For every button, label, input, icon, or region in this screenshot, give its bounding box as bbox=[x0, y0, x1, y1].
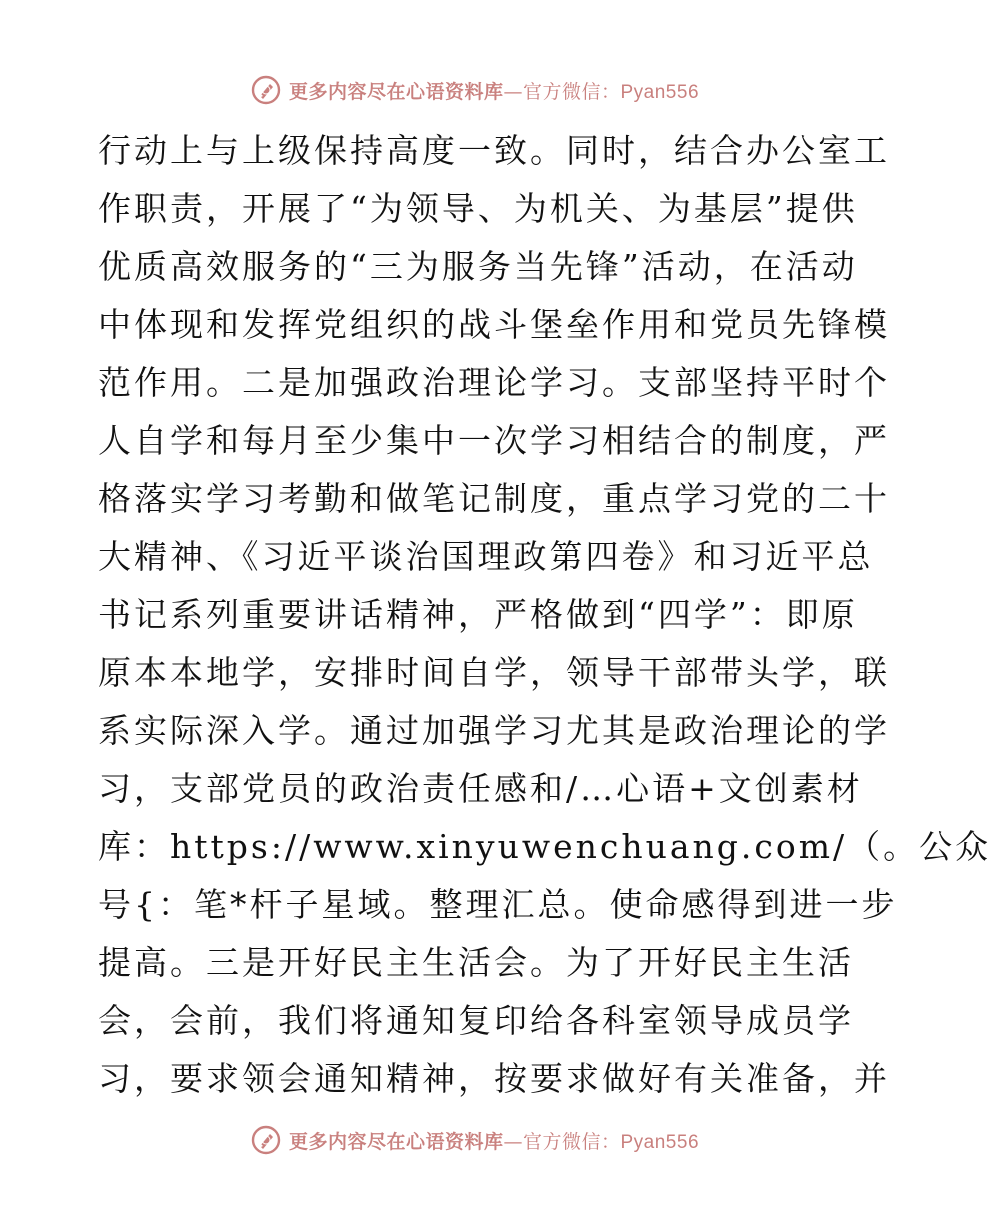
text-line: 提高。三是开好民主生活会。为了开好民主生活 bbox=[98, 943, 854, 982]
watermark-dash: — bbox=[503, 1130, 523, 1153]
watermark-text bbox=[289, 1127, 699, 1154]
watermark-label: 官方微信： bbox=[522, 1130, 621, 1153]
watermark-main-text: 更多内容尽在心语资料库 bbox=[288, 80, 504, 103]
text-line: 作职责，开展了“为领导、为机关、为基层”提供 bbox=[98, 189, 858, 228]
pen-logo-icon bbox=[251, 75, 281, 105]
watermark-main-text: 更多内容尽在心语资料库 bbox=[288, 1130, 504, 1153]
text-line: 范作用。二是加强政治理论学习。支部坚持平时个 bbox=[98, 363, 890, 402]
pen-logo-icon bbox=[251, 1125, 281, 1155]
text-line: 格落实学习考勤和做笔记制度，重点学习党的二十 bbox=[98, 479, 890, 518]
text-line: 行动上与上级保持高度一致。同时，结合办公室工 bbox=[98, 131, 890, 170]
text-line: 习，要求领会通知精神，按要求做好有关准备，并 bbox=[98, 1059, 890, 1098]
text-line: 中体现和发挥党组织的战斗堡垒作用和党员先锋模 bbox=[98, 305, 890, 344]
text-line: 大精神、《习近平谈治国理政第四卷》和习近平总 bbox=[98, 537, 874, 576]
watermark-dash: — bbox=[503, 80, 523, 103]
watermark-label: 官方微信： bbox=[522, 80, 621, 103]
header-watermark bbox=[0, 72, 950, 108]
text-line: 人自学和每月至少集中一次学习相结合的制度，严 bbox=[98, 421, 890, 460]
watermark-text bbox=[289, 77, 699, 104]
text-line: 号{：笔*杆子星域。整理汇总。使命感得到进一步 bbox=[98, 885, 898, 924]
footer-watermark bbox=[0, 1122, 950, 1158]
text-line: 原本本地学，安排时间自学，领导干部带头学，联 bbox=[98, 653, 890, 692]
text-line: 优质高效服务的“三为服务当先锋”活动，在活动 bbox=[98, 247, 858, 286]
text-line: 库：https://www.xinyuwenchuang.com/（。公众 bbox=[98, 827, 991, 866]
watermark-account: Pyan556 bbox=[620, 1131, 700, 1153]
text-line: 习，支部党员的政治责任感和/…心语+文创素材 bbox=[98, 769, 863, 808]
watermark-account: Pyan556 bbox=[620, 81, 700, 103]
text-line: 系实际深入学。通过加强学习尤其是政治理论的学 bbox=[98, 711, 890, 750]
text-line: 会，会前，我们将通知复印给各科室领导成员学 bbox=[98, 1001, 854, 1040]
document-body bbox=[98, 122, 991, 1108]
text-line: 书记系列重要讲话精神，严格做到“四学”：即原 bbox=[98, 595, 858, 634]
